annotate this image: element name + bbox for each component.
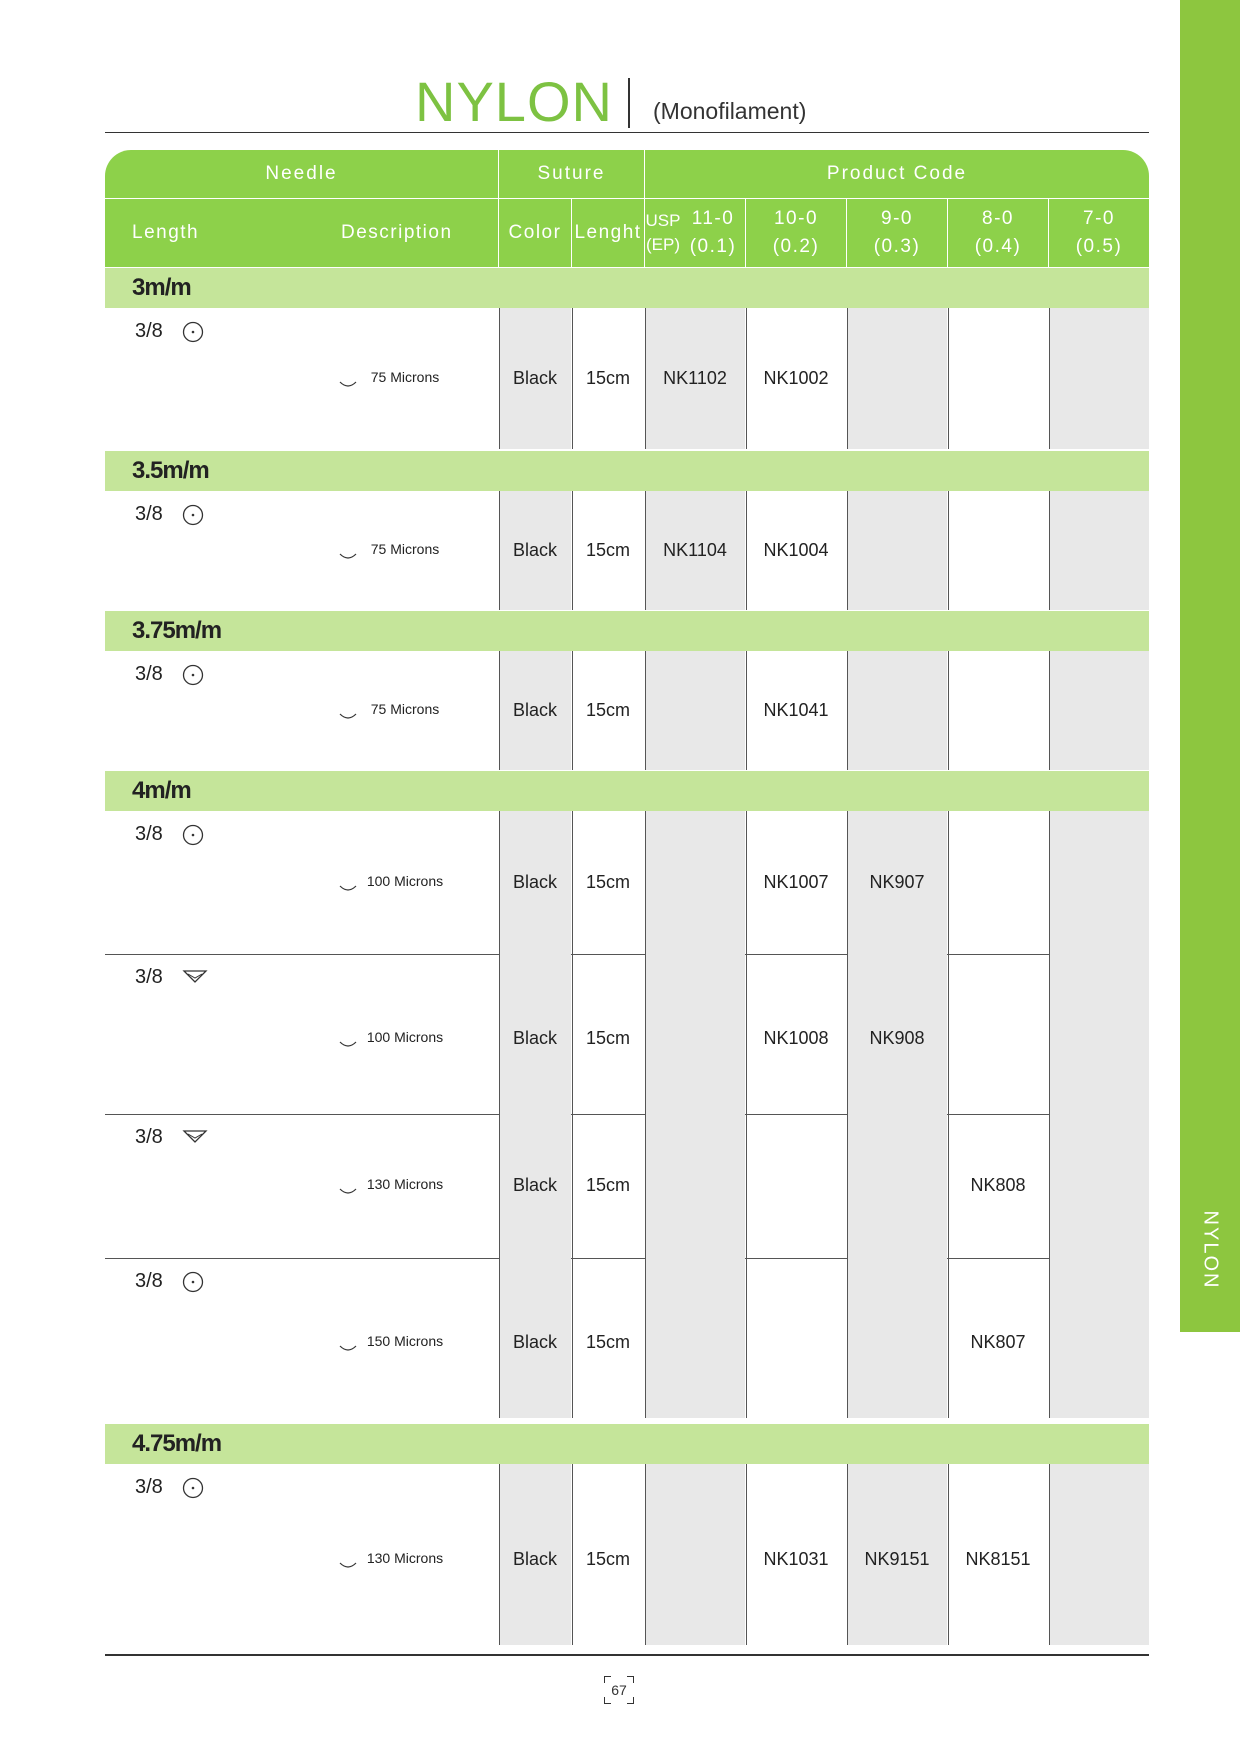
column-divider bbox=[1049, 1258, 1050, 1418]
product-code: NK1004 bbox=[763, 539, 829, 560]
suture-length: 15cm bbox=[585, 1175, 630, 1195]
row-divider bbox=[105, 1114, 1149, 1115]
section-title: 4.75m/m bbox=[132, 1430, 222, 1457]
size-ep: (0.3) bbox=[873, 236, 921, 257]
subheader-description bbox=[305, 199, 498, 267]
product-code: NK1041 bbox=[763, 699, 829, 720]
product-code: NK8151 bbox=[965, 1548, 1031, 1569]
column-divider bbox=[1049, 1464, 1050, 1645]
size-ep: (0.2) bbox=[772, 236, 820, 257]
size-usp: 9-0 bbox=[881, 208, 913, 229]
subheader-size-8-0 bbox=[948, 199, 1048, 267]
product-code: NK1002 bbox=[763, 367, 829, 388]
column-divider bbox=[645, 1464, 646, 1645]
subheader-description-label: Description bbox=[341, 222, 453, 243]
suture-length: 15cm bbox=[585, 1332, 630, 1352]
suture-length: 15cm bbox=[585, 367, 630, 388]
page-number-corner bbox=[604, 1676, 611, 1683]
suture-length: 15cm bbox=[585, 1028, 630, 1048]
section-band bbox=[105, 611, 1149, 651]
column-divider bbox=[948, 491, 949, 610]
size-usp: 11-0 bbox=[691, 208, 735, 229]
shaded-column bbox=[1049, 954, 1149, 1114]
column-divider bbox=[948, 811, 949, 954]
shaded-column bbox=[1049, 1114, 1149, 1258]
shaded-column bbox=[847, 651, 947, 770]
size-usp: 10-0 bbox=[773, 208, 819, 229]
subheader-color bbox=[499, 199, 571, 267]
side-tab bbox=[1180, 0, 1240, 1332]
shaded-column bbox=[1049, 308, 1149, 449]
shaded-column bbox=[1049, 1464, 1149, 1645]
column-divider bbox=[1049, 811, 1050, 954]
suture-color: Black bbox=[512, 1332, 557, 1352]
suture-color: Black bbox=[512, 1548, 557, 1569]
section-band bbox=[105, 268, 1149, 308]
subheader-length-label: Length bbox=[132, 222, 200, 243]
product-code: NK1104 bbox=[663, 539, 727, 560]
round-body-icon bbox=[182, 504, 204, 526]
suture-length: 15cm bbox=[585, 871, 630, 892]
column-divider bbox=[645, 954, 646, 1114]
needle-length: 3/8 bbox=[135, 663, 163, 685]
column-divider bbox=[948, 651, 949, 770]
shaded-column bbox=[1049, 491, 1149, 610]
needle-description: 130 Microns bbox=[366, 1176, 444, 1192]
column-divider bbox=[1049, 651, 1050, 770]
shaded-column bbox=[847, 1258, 947, 1418]
row-divider bbox=[105, 954, 1149, 955]
column-divider bbox=[847, 1258, 848, 1418]
ep-label: (EP) bbox=[646, 235, 680, 254]
usp-label: USP bbox=[645, 211, 681, 230]
section-band bbox=[105, 771, 1149, 811]
column-divider bbox=[746, 1258, 747, 1418]
page-subtitle: (Monofilament) bbox=[653, 98, 807, 124]
page-number bbox=[604, 1676, 634, 1704]
shaded-column bbox=[645, 1114, 745, 1258]
column-divider bbox=[1049, 491, 1050, 610]
size-usp: 8-0 bbox=[982, 208, 1014, 229]
column-divider bbox=[1049, 954, 1050, 1114]
section-title: 3m/m bbox=[132, 274, 191, 301]
column-divider bbox=[746, 1114, 747, 1258]
product-code: NK807 bbox=[970, 1332, 1026, 1352]
shaded-column bbox=[1049, 1258, 1149, 1418]
column-divider bbox=[645, 1114, 646, 1258]
product-code: NK808 bbox=[970, 1175, 1026, 1195]
subheader-size-7-0 bbox=[1049, 199, 1149, 267]
page-number-corner bbox=[604, 1697, 611, 1704]
shaded-column bbox=[847, 1114, 947, 1258]
subheader-length bbox=[105, 199, 305, 267]
header-product-code-label: Product Code bbox=[826, 163, 968, 184]
round-body-icon bbox=[182, 664, 204, 686]
section-band bbox=[105, 451, 1149, 491]
shaded-column bbox=[645, 651, 745, 770]
header-suture bbox=[499, 150, 644, 198]
needle-length: 3/8 bbox=[135, 966, 163, 988]
column-divider bbox=[847, 491, 848, 610]
column-divider bbox=[948, 954, 949, 1114]
product-code: NK908 bbox=[869, 1028, 925, 1048]
suture-color: Black bbox=[512, 1028, 557, 1048]
product-code: NK9151 bbox=[864, 1548, 930, 1569]
row-divider bbox=[105, 1258, 1149, 1259]
size-ep: (0.4) bbox=[974, 236, 1022, 257]
shaded-column bbox=[645, 811, 745, 954]
needle-description: 75 Microns bbox=[370, 540, 440, 557]
column-divider bbox=[645, 811, 646, 954]
header-product-code bbox=[645, 150, 1149, 198]
section-title: 3.75m/m bbox=[132, 617, 222, 644]
needle-description: 100 Microns bbox=[366, 1029, 444, 1045]
column-divider bbox=[645, 1258, 646, 1418]
page-number-corner bbox=[627, 1676, 634, 1683]
column-divider bbox=[847, 651, 848, 770]
shaded-column bbox=[1049, 651, 1149, 770]
shaded-column bbox=[645, 1258, 745, 1418]
suture-color: Black bbox=[512, 367, 557, 388]
subheader-usp-ep bbox=[645, 199, 681, 267]
subheader-size-11-0 bbox=[681, 199, 745, 267]
suture-color: Black bbox=[512, 539, 557, 560]
subheader-size-10-0 bbox=[746, 199, 846, 267]
needle-description: 75 Microns bbox=[370, 700, 440, 717]
size-ep: (0.5) bbox=[1075, 236, 1123, 257]
subheader-lenght bbox=[572, 199, 644, 267]
column-divider bbox=[948, 308, 949, 449]
product-code: NK1102 bbox=[663, 367, 727, 388]
column-divider bbox=[1049, 308, 1050, 449]
product-code: NK1031 bbox=[763, 1548, 829, 1569]
needle-length: 3/8 bbox=[135, 503, 163, 525]
round-body-icon bbox=[182, 321, 204, 343]
shaded-column bbox=[847, 308, 947, 449]
round-body-icon bbox=[182, 824, 204, 846]
title-divider bbox=[628, 78, 630, 128]
page-title: NYLON bbox=[415, 70, 613, 133]
needle-length: 3/8 bbox=[135, 823, 163, 845]
subheader-size-9-0 bbox=[847, 199, 947, 267]
spatula-icon bbox=[182, 1127, 204, 1149]
column-divider bbox=[645, 651, 646, 770]
round-body-icon bbox=[182, 1271, 204, 1293]
subheader-color-label: Color bbox=[508, 222, 562, 243]
needle-length: 3/8 bbox=[135, 320, 163, 342]
needle-description: 130 Microns bbox=[366, 1549, 444, 1566]
needle-description: 75 Microns bbox=[370, 368, 440, 385]
needle-description: 100 Microns bbox=[366, 872, 444, 889]
subheader-lenght-label: Lenght bbox=[574, 222, 642, 243]
section-band bbox=[105, 1424, 1149, 1464]
page-header bbox=[105, 68, 1149, 133]
suture-length: 15cm bbox=[585, 699, 630, 720]
shaded-column bbox=[645, 954, 745, 1114]
page-number-text: 67 bbox=[611, 1682, 627, 1698]
shaded-column bbox=[1049, 811, 1149, 954]
shaded-column bbox=[645, 1464, 745, 1645]
suture-length: 15cm bbox=[585, 539, 630, 560]
size-usp: 7-0 bbox=[1083, 208, 1115, 229]
section-title: 3.5m/m bbox=[132, 457, 209, 484]
shaded-column bbox=[847, 491, 947, 610]
product-code: NK907 bbox=[869, 871, 925, 892]
product-code: NK1007 bbox=[763, 871, 829, 892]
column-divider bbox=[847, 1114, 848, 1258]
needle-length: 3/8 bbox=[135, 1476, 163, 1498]
page-number-corner bbox=[627, 1697, 634, 1704]
suture-color: Black bbox=[512, 871, 557, 892]
side-tab-label: NYLON bbox=[1199, 1210, 1222, 1290]
column-divider bbox=[1049, 1114, 1050, 1258]
column-divider bbox=[847, 308, 848, 449]
spatula-icon bbox=[182, 967, 204, 989]
suture-length: 15cm bbox=[585, 1548, 630, 1569]
header-suture-label: Suture bbox=[537, 163, 606, 184]
product-code: NK1008 bbox=[763, 1028, 829, 1048]
needle-length: 3/8 bbox=[135, 1270, 163, 1292]
product-table bbox=[105, 150, 1149, 1655]
size-ep: (0.1) bbox=[689, 236, 737, 257]
header-needle bbox=[105, 150, 498, 198]
section-title: 4m/m bbox=[132, 777, 191, 804]
suture-color: Black bbox=[512, 699, 557, 720]
round-body-icon bbox=[182, 1477, 204, 1499]
table-bottom-border bbox=[105, 1654, 1149, 1656]
needle-length: 3/8 bbox=[135, 1126, 163, 1148]
header-needle-label: Needle bbox=[265, 163, 338, 184]
suture-color: Black bbox=[512, 1175, 557, 1195]
needle-description: 150 Microns bbox=[366, 1333, 444, 1349]
